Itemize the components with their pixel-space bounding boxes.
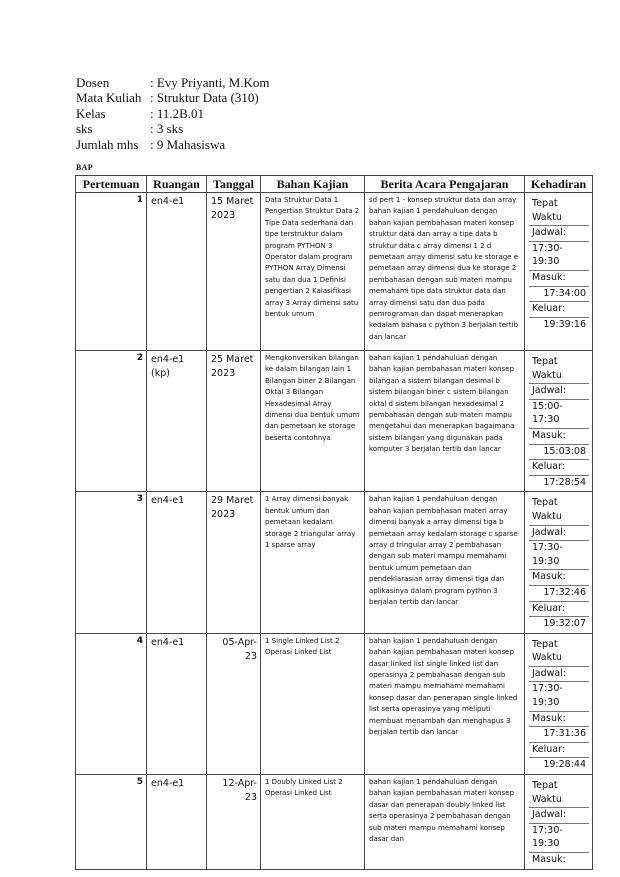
bahan-kajian-cell: Data Struktur Data 1 Pengertian Struktur Data 2 Tipe Data sederhana dan tipe terstruktur dalam program PYTHON 3 Operator dalam program PYTHON Array Dimensi satu dan dua 1 Definisi pengertian 2 Kalasifikasi array 3 Array dimensi satu bentuk umum: [261, 193, 365, 351]
jadwal-value: 17:30-19:30: [529, 541, 589, 570]
sks-label: sks: [76, 121, 93, 137]
masuk-time: 17:34:00: [529, 287, 589, 303]
berita-acara-cell: bahan kajian 1 pendahuluan dengan bahan kajian pembahasan materi konsep dasar linked list single linked list dan operasinya 2 pembahasan dengan sub materi mampu memahami memahami konsep dasar dan penerapan single linked list serta operasinya yang meliputi membuat menambah dan menghapus 3 berjalan tertib dan lancar: [365, 633, 525, 774]
masuk-label: Masuk:: [529, 271, 589, 287]
kehadiran-cell: [525, 633, 593, 774]
ruangan-cell: en4-e1 (kp): [147, 351, 207, 492]
keluar-time: 19:28:44: [543, 759, 586, 771]
berita-acara-cell: bahan kajian 1 pendahuluan dengan bahan kajian pembahasan materi array dimensi banyak a array dimensi tiga b pemetaan array kedalam storage c sparse array d tringular array 2 pembahasan dengan sub materi mampu memahami bentuk umum pemetaan dan pendeklarasian array dimensi tiga dan aplikasinya dalam program python 3 berjalan tertib dan lancar: [365, 492, 525, 633]
status-tepat-waktu: Tepat Waktu: [529, 197, 589, 226]
jadwal-label: Jadwal:: [529, 384, 589, 400]
jumlah-mhs-label: Jumlah mhs: [76, 136, 139, 152]
tanggal-cell: 05-Apr-23: [207, 633, 261, 774]
pertemuan-number: 1: [76, 193, 147, 351]
table-row: [76, 351, 593, 492]
status-tepat-waktu: Tepat Waktu: [529, 779, 589, 808]
header-tanggal: Tanggal: [207, 176, 261, 193]
sks-value: : 3 sks: [150, 121, 184, 137]
keluar-label: Keluar:: [529, 602, 589, 618]
bahan-kajian-cell: 1 Doubly Linked List 2 Operasi Linked List: [261, 775, 365, 870]
header-ruangan: Ruangan: [147, 176, 207, 193]
keluar-label: Keluar:: [529, 302, 589, 318]
kelas-label: Kelas: [76, 105, 106, 121]
bahan-kajian-cell: 1 Array dimensi banyak bentuk umum dan pemetaan kedalam storage 2 triangular array 1 sparse array: [261, 492, 365, 633]
masuk-time: 15:03:08: [529, 445, 589, 461]
header-bahan-kajian: Bahan Kajian: [261, 176, 365, 193]
keluar-time: 19:32:07: [543, 618, 586, 630]
table-header-row: [76, 176, 593, 193]
jadwal-label: Jadwal:: [529, 667, 589, 683]
info-row-dosen: [76, 75, 270, 90]
keluar-time: 17:28:54: [543, 476, 586, 488]
jadwal-value: 15:00-17:30: [529, 400, 589, 429]
jumlah-mhs-value: : 9 Mahasiswa: [150, 136, 226, 152]
pertemuan-number: 5: [76, 775, 147, 870]
keluar-label: Keluar:: [529, 460, 589, 476]
header-kehadiran: Kehadiran: [525, 176, 593, 193]
masuk-label: Masuk:: [529, 429, 589, 445]
bap-table: [75, 175, 593, 870]
dosen-value: : Evy Priyanti, M.Kom: [150, 75, 270, 90]
kehadiran-cell: [525, 351, 593, 492]
header-pertemuan: Pertemuan: [76, 176, 147, 193]
ruangan-cell: en4-e1: [147, 193, 207, 351]
kehadiran-cell: [525, 775, 593, 870]
bahan-kajian-cell: 1 Single Linked List 2 Operasi Linked List: [261, 633, 365, 774]
table-row: [76, 193, 593, 351]
ruangan-cell: en4-e1: [147, 633, 207, 774]
info-row-kelas: [76, 106, 270, 121]
pertemuan-number: 3: [76, 492, 147, 633]
lecturer-info: [76, 75, 270, 152]
status-tepat-waktu: Tepat Waktu: [529, 638, 589, 667]
info-row-sks: [76, 121, 270, 136]
table-row: [76, 633, 593, 774]
table-row: [76, 492, 593, 633]
masuk-label: Masuk:: [529, 712, 589, 728]
keluar-label: Keluar:: [529, 743, 589, 759]
tanggal-cell: 29 Maret 2023: [207, 492, 261, 633]
berita-acara-cell: bahan kajian 1 pendahuluan dengan bahan kajian pembahasan materi konsep bilangan a sistem bilangan desimal b sistem bilangan biner c sistem bilangan oktal d sistem bilangan hexadesimal 2 pembahasan dengan sub materi mampu mengetahui dan menerapkan bagaimana sistem bilangan yang digunakan pada komputer 3 berjalan tertib dan lancar: [365, 351, 525, 492]
keluar-time: 19:39:16: [543, 318, 586, 330]
masuk-label: Masuk:: [529, 570, 589, 586]
jadwal-value: 17:30-19:30: [529, 682, 589, 711]
jadwal-label: Jadwal:: [529, 526, 589, 542]
info-row-jumlah-mhs: [76, 137, 270, 152]
jadwal-label: Jadwal:: [529, 808, 589, 824]
header-berita-acara: Berita Acara Pengajaran: [365, 176, 525, 193]
mata-kuliah-value: : Struktur Data (310): [150, 90, 259, 106]
bap-section-label: BAP: [76, 163, 93, 172]
kehadiran-cell: [525, 193, 593, 351]
jadwal-value: 17:30-19:30: [529, 824, 589, 853]
ruangan-cell: en4-e1: [147, 492, 207, 633]
berita-acara-cell: sd pert 1 - konsep struktur data dan array bahan kajian 1 pendahuluan dengan bahan kajian pembahasan materi konsep struktur data dan array a tipe data b struktur data c array dimensi 1 2 d pemetaan array dimensi satu ke storage e pemetaan array dimensi dua ke storage 2 pembahasan dengan sub materi mampu memahami tipe data struktur data dan array dimensi satu dan dua pada pemrograman dan dapat menerapkan kedalam bahasa c python 3 berjalan tertib dan lancar: [365, 193, 525, 351]
info-row-mata-kuliah: [76, 90, 270, 105]
mata-kuliah-label: Mata Kuliah: [76, 90, 142, 106]
tanggal-cell: 25 Maret 2023: [207, 351, 261, 492]
kehadiran-cell: [525, 492, 593, 633]
jadwal-label: Jadwal:: [529, 226, 589, 242]
masuk-time: 17:32:46: [529, 586, 589, 602]
ruangan-cell: en4-e1: [147, 775, 207, 870]
status-tepat-waktu: Tepat Waktu: [529, 496, 589, 525]
pertemuan-number: 2: [76, 351, 147, 492]
bahan-kajian-cell: Mengkonversikan bilangan ke dalam bilangan lain 1 Bilangan biner 2 Bilangan Oktal 3 Bilangan Hexadesimal Array dimensi dua bentuk umum dan pemetaan ke storage beserta contohnya: [261, 351, 365, 492]
dosen-label: Dosen: [76, 75, 110, 90]
tanggal-cell: 12-Apr-23: [207, 775, 261, 870]
table-row: [76, 775, 593, 870]
masuk-label: Masuk:: [532, 854, 566, 865]
kelas-value: : 11.2B.01: [150, 105, 205, 121]
berita-acara-cell: bahan kajian 1 pendahuluan dengan bahan kajian pembahasan materi konsep dasar dan penerapan doubly linked list serta operasinya 2 pembahasan dengan sub materi mampu memahami konsep dasar dan: [365, 775, 525, 870]
jadwal-value: 17:30-19:30: [529, 242, 589, 271]
pertemuan-number: 4: [76, 633, 147, 774]
tanggal-cell: 15 Maret 2023: [207, 193, 261, 351]
masuk-time: 17:31:36: [529, 727, 589, 743]
status-tepat-waktu: Tepat Waktu: [529, 355, 589, 384]
